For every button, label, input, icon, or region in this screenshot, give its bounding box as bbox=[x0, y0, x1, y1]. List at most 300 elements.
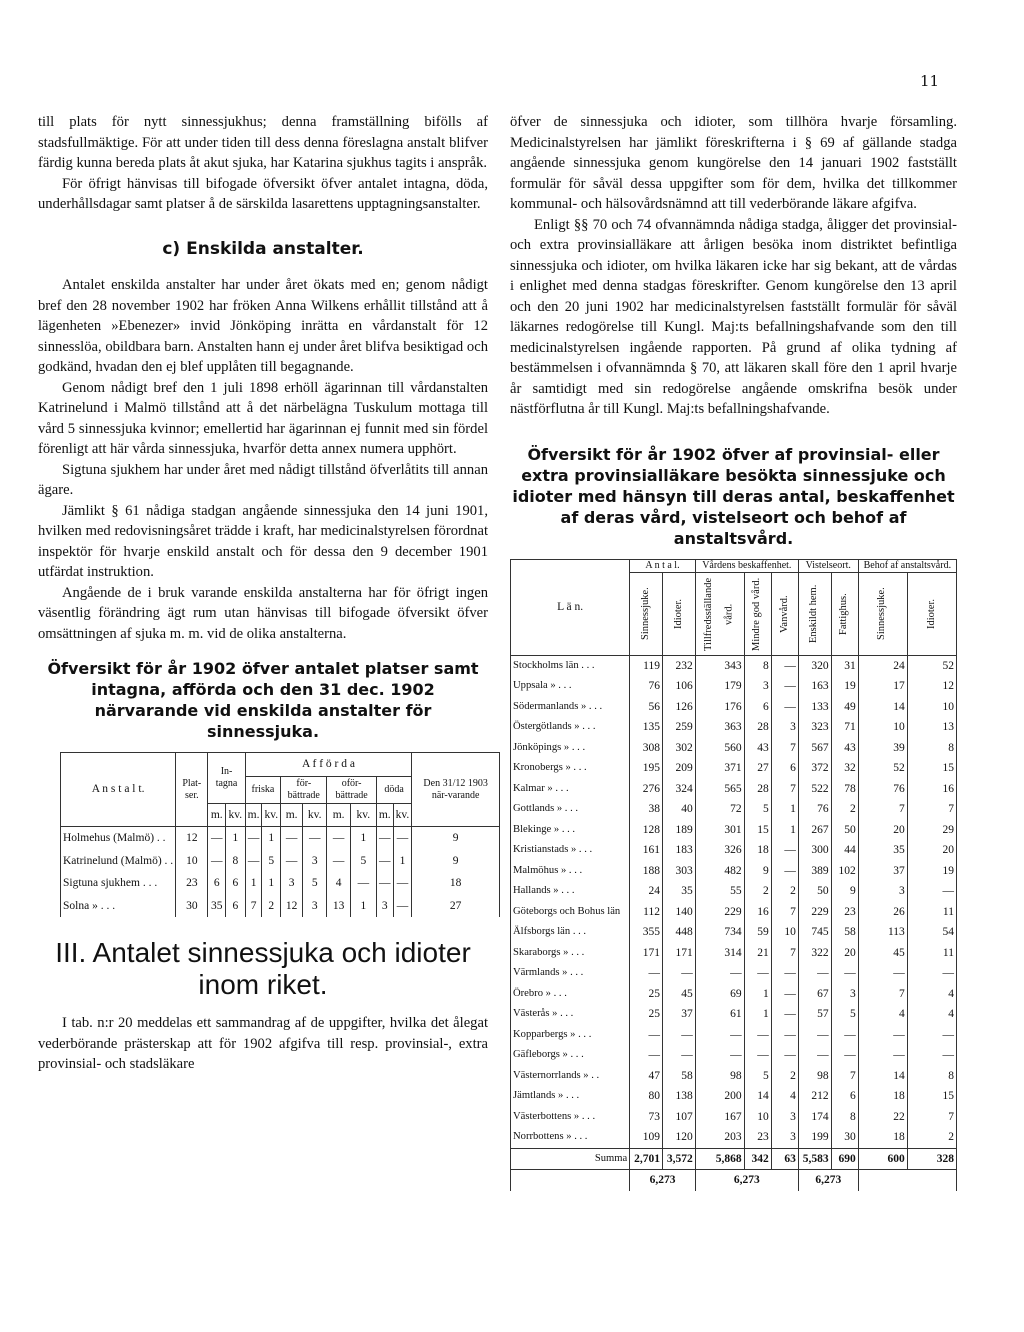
cell: 3 bbox=[376, 895, 393, 918]
sub-header bbox=[663, 572, 696, 655]
cell: — bbox=[798, 1045, 831, 1066]
sub-m: m. bbox=[376, 803, 393, 827]
sum-cell: 5,583 bbox=[798, 1148, 831, 1170]
cell: 10 bbox=[771, 922, 798, 943]
cell: 167 bbox=[695, 1107, 744, 1128]
cell: 39 bbox=[858, 738, 907, 759]
cell: — bbox=[744, 1045, 771, 1066]
row-label: Kristianstads » . . . bbox=[511, 840, 630, 861]
cell: 195 bbox=[630, 758, 663, 779]
cell: 106 bbox=[663, 676, 696, 697]
cell: — bbox=[245, 827, 262, 850]
cell: 6 bbox=[771, 758, 798, 779]
cell: — bbox=[771, 676, 798, 697]
cell: — bbox=[376, 827, 393, 850]
summa-row bbox=[511, 1148, 957, 1170]
col-vardens: Vårdens beskaffenhet. bbox=[695, 559, 798, 572]
cell: — bbox=[744, 1025, 771, 1046]
table-row bbox=[511, 861, 957, 882]
cell: — bbox=[831, 1045, 858, 1066]
paragraph: Antalet enskilda anstalter har under året ökats med en; genom nådigt bref den 28 november 1902 har fröken Anna Wilkens erhållit tillstånd att å lägenheten »Ebenezer» invid Jönköping inrätta en vårdanstalt för 12 sinnesslöa, obildbara barn. Anstalten hann ej under året blifva besiktigad och godkänd, hvadan den ej blef upplåten till begagnande. bbox=[38, 277, 488, 375]
col-friska: friska bbox=[245, 776, 280, 803]
sub-header-label: Vanvård. bbox=[778, 594, 790, 633]
cell: 30 bbox=[176, 895, 208, 918]
cell: 745 bbox=[798, 922, 831, 943]
cell: — bbox=[831, 963, 858, 984]
cell: 3 bbox=[281, 872, 303, 895]
cell: 5 bbox=[262, 850, 281, 873]
cell: 7 bbox=[858, 799, 907, 820]
cell: — bbox=[350, 872, 376, 895]
sub-kv: kv. bbox=[226, 803, 246, 827]
row-label: Sigtuna sjukhem . . . bbox=[61, 872, 176, 895]
cell: — bbox=[907, 1025, 956, 1046]
cell: — bbox=[907, 1045, 956, 1066]
table-row bbox=[61, 872, 500, 895]
cell: 179 bbox=[695, 676, 744, 697]
cell: 300 bbox=[798, 840, 831, 861]
table-row bbox=[511, 758, 957, 779]
cell: 2 bbox=[831, 799, 858, 820]
cell: 1 bbox=[226, 827, 246, 850]
col-intagna: In-tagna bbox=[208, 753, 245, 804]
table2-body bbox=[511, 655, 957, 1191]
row-label: Jönköpings » . . . bbox=[511, 738, 630, 759]
sub-header-label: Idioter. bbox=[672, 598, 684, 629]
row-label: Stockholms län . . . bbox=[511, 655, 630, 676]
cell: — bbox=[907, 881, 956, 902]
cell: 76 bbox=[858, 779, 907, 800]
paragraph: Angående de i bruk varande enskilda anstalterna har för öfrigt ingen väsentlig förändring ägt rum utan hänvisas till bifogade öfversikt öfver omsättningen af sjuka m. m. vid de olika anstalterna. bbox=[38, 584, 488, 642]
cell: 73 bbox=[630, 1107, 663, 1128]
sub-m: m. bbox=[281, 803, 303, 827]
cell: 2 bbox=[771, 881, 798, 902]
sum-cell: 690 bbox=[831, 1148, 858, 1170]
cell: 1 bbox=[350, 827, 376, 850]
table-row bbox=[511, 881, 957, 902]
row-label: Malmöhus » . . . bbox=[511, 861, 630, 882]
cell: 24 bbox=[858, 655, 907, 676]
cell: 171 bbox=[630, 943, 663, 964]
sub-header-label: Mindre god vård. bbox=[751, 576, 763, 651]
cell: 209 bbox=[663, 758, 696, 779]
cell: 67 bbox=[798, 984, 831, 1005]
row-label: Västernorrlands » . . bbox=[511, 1066, 630, 1087]
table-row bbox=[511, 1107, 957, 1128]
cell: 18 bbox=[858, 1127, 907, 1148]
cell: 27 bbox=[744, 758, 771, 779]
cell: 107 bbox=[663, 1107, 696, 1128]
row-label: Älfsborgs län . . . bbox=[511, 922, 630, 943]
row-label: Jämtlands » . . . bbox=[511, 1086, 630, 1107]
cell: — bbox=[771, 1025, 798, 1046]
sub-header bbox=[907, 572, 956, 655]
cell: 3 bbox=[771, 1107, 798, 1128]
cell: 3 bbox=[858, 881, 907, 902]
cell: — bbox=[771, 655, 798, 676]
cell: — bbox=[630, 1045, 663, 1066]
cell: — bbox=[695, 1025, 744, 1046]
cell: — bbox=[327, 827, 350, 850]
cell: 389 bbox=[798, 861, 831, 882]
cell: 52 bbox=[858, 758, 907, 779]
cell: 80 bbox=[630, 1086, 663, 1107]
cell: 128 bbox=[630, 820, 663, 841]
paragraph: Sigtuna sjukhem har under året med nådigt tillstånd öfverlåtits till annan ägare. bbox=[38, 461, 488, 498]
paragraph: I tab. n:r 20 meddelas ett sammandrag af de uppgifter, hvilka det ålegat vederbörande prästerskap att för 1902 afgifva till resp. provinsial-, extra provinsial- och stadsläkare bbox=[38, 1015, 488, 1072]
table-row bbox=[511, 697, 957, 718]
cell: 3 bbox=[771, 1127, 798, 1148]
cell: 7 bbox=[771, 902, 798, 923]
col-antal: A n t a l. bbox=[630, 559, 696, 572]
row-label: Holmehus (Malmö) . . bbox=[61, 827, 176, 850]
cell: 301 bbox=[695, 820, 744, 841]
cell: 323 bbox=[798, 717, 831, 738]
cell: 189 bbox=[663, 820, 696, 841]
cell: 5 bbox=[744, 799, 771, 820]
row-label: Hallands » . . . bbox=[511, 881, 630, 902]
cell: — bbox=[208, 827, 226, 850]
cell: 40 bbox=[663, 799, 696, 820]
cell: 734 bbox=[695, 922, 744, 943]
col-lan: L ä n. bbox=[511, 559, 630, 655]
cell: 7 bbox=[771, 779, 798, 800]
cell: 126 bbox=[663, 697, 696, 718]
cell: 9 bbox=[744, 861, 771, 882]
cell: 15 bbox=[907, 758, 956, 779]
cell: 567 bbox=[798, 738, 831, 759]
cell: — bbox=[245, 850, 262, 873]
cell: — bbox=[663, 963, 696, 984]
sum-cell: 3,572 bbox=[663, 1148, 696, 1170]
cell: 20 bbox=[831, 943, 858, 964]
row-label: Västerås » . . . bbox=[511, 1004, 630, 1025]
table-private-institutions bbox=[60, 752, 500, 917]
cell: — bbox=[630, 1025, 663, 1046]
sub-header-label: Idioter. bbox=[925, 598, 937, 629]
cell: 28 bbox=[744, 779, 771, 800]
right-column bbox=[510, 112, 957, 1191]
cell: 6 bbox=[208, 872, 226, 895]
table-row bbox=[61, 827, 500, 850]
cell: — bbox=[858, 963, 907, 984]
cell: 19 bbox=[831, 676, 858, 697]
cell: 560 bbox=[695, 738, 744, 759]
cell: 2 bbox=[771, 1066, 798, 1087]
cell: 15 bbox=[744, 820, 771, 841]
cell: 355 bbox=[630, 922, 663, 943]
cell: 109 bbox=[630, 1127, 663, 1148]
cell: 174 bbox=[798, 1107, 831, 1128]
cell: 176 bbox=[695, 697, 744, 718]
cell: 259 bbox=[663, 717, 696, 738]
cell: 1 bbox=[393, 850, 412, 873]
cell: 27 bbox=[412, 895, 500, 918]
cell: 113 bbox=[858, 922, 907, 943]
row-label: Värmlands » . . . bbox=[511, 963, 630, 984]
table-row bbox=[61, 850, 500, 873]
sum-cell: 600 bbox=[858, 1148, 907, 1170]
cell: 43 bbox=[831, 738, 858, 759]
cell: 200 bbox=[695, 1086, 744, 1107]
cell: 4 bbox=[907, 1004, 956, 1025]
col-oforbattrade: oför-bättrade bbox=[327, 776, 376, 803]
table-row bbox=[511, 1045, 957, 1066]
table-row bbox=[511, 1127, 957, 1148]
sub-kv: kv. bbox=[393, 803, 412, 827]
sub-header bbox=[630, 572, 663, 655]
cell: — bbox=[327, 850, 350, 873]
cell: 61 bbox=[695, 1004, 744, 1025]
cell: 133 bbox=[798, 697, 831, 718]
cell: — bbox=[281, 827, 303, 850]
cell: — bbox=[798, 1025, 831, 1046]
cell: 10 bbox=[744, 1107, 771, 1128]
sub-header bbox=[858, 572, 907, 655]
sub-header-label: Sinnessjuke. bbox=[876, 587, 888, 640]
cell: 5 bbox=[303, 872, 327, 895]
sum-cell: 63 bbox=[771, 1148, 798, 1170]
sub-m: m. bbox=[208, 803, 226, 827]
cell: 30 bbox=[831, 1127, 858, 1148]
cell: 232 bbox=[663, 655, 696, 676]
cell: 50 bbox=[831, 820, 858, 841]
table-row bbox=[511, 943, 957, 964]
sum-cell: 2,701 bbox=[630, 1148, 663, 1170]
cell: 21 bbox=[744, 943, 771, 964]
cell: 20 bbox=[907, 840, 956, 861]
cell: 23 bbox=[831, 902, 858, 923]
cell: 43 bbox=[744, 738, 771, 759]
cell: 2 bbox=[262, 895, 281, 918]
cell: 17 bbox=[858, 676, 907, 697]
cell: — bbox=[376, 850, 393, 873]
cell: 140 bbox=[663, 902, 696, 923]
row-label: Södermanlands » . . . bbox=[511, 697, 630, 718]
cell: 15 bbox=[907, 1086, 956, 1107]
paragraph: För öfrigt hänvisas till bifogade öfversikt öfver antalet intagna, döda, underhållsdagar samt platser å de särskilda lasarettens upptagningsanstalter. bbox=[38, 175, 488, 212]
cell: 276 bbox=[630, 779, 663, 800]
sub-header-label: Tillfredsställande vård. bbox=[703, 576, 735, 651]
cell: 303 bbox=[663, 861, 696, 882]
cell: 163 bbox=[798, 676, 831, 697]
cell: 10 bbox=[176, 850, 208, 873]
cell: 98 bbox=[695, 1066, 744, 1087]
sub-m: m. bbox=[245, 803, 262, 827]
sub-header-label: Enskildt hem. bbox=[808, 584, 820, 643]
table-row bbox=[511, 840, 957, 861]
cell: 45 bbox=[663, 984, 696, 1005]
cell: 14 bbox=[744, 1086, 771, 1107]
sum-cell: 342 bbox=[744, 1148, 771, 1170]
row-label: Gottlands » . . . bbox=[511, 799, 630, 820]
cell: 102 bbox=[831, 861, 858, 882]
cell: — bbox=[695, 1045, 744, 1066]
cell: 135 bbox=[630, 717, 663, 738]
col-forbattrade: för-bättrade bbox=[281, 776, 327, 803]
cell: — bbox=[695, 963, 744, 984]
cell: — bbox=[208, 850, 226, 873]
cell: 11 bbox=[907, 943, 956, 964]
cell: 4 bbox=[771, 1086, 798, 1107]
cell: 112 bbox=[630, 902, 663, 923]
cell: 7 bbox=[771, 943, 798, 964]
cell: 98 bbox=[798, 1066, 831, 1087]
cell: 308 bbox=[630, 738, 663, 759]
cell: 76 bbox=[798, 799, 831, 820]
cell: 19 bbox=[907, 861, 956, 882]
cell: 171 bbox=[663, 943, 696, 964]
cell: 1 bbox=[771, 820, 798, 841]
cell: 229 bbox=[695, 902, 744, 923]
cell: 302 bbox=[663, 738, 696, 759]
table-row bbox=[511, 655, 957, 676]
cell: 59 bbox=[744, 922, 771, 943]
cell: — bbox=[798, 963, 831, 984]
sub-header bbox=[744, 572, 771, 655]
cell: — bbox=[858, 1025, 907, 1046]
cell: — bbox=[831, 1025, 858, 1046]
cell: 57 bbox=[798, 1004, 831, 1025]
table-row bbox=[511, 963, 957, 984]
total-spacer bbox=[511, 1170, 630, 1191]
table-row bbox=[511, 820, 957, 841]
cell: 6 bbox=[744, 697, 771, 718]
row-label: Skaraborgs » . . . bbox=[511, 943, 630, 964]
cell: 326 bbox=[695, 840, 744, 861]
row-label: Uppsala » . . . bbox=[511, 676, 630, 697]
cell: 44 bbox=[831, 840, 858, 861]
cell: 1 bbox=[744, 984, 771, 1005]
cell: 161 bbox=[630, 840, 663, 861]
cell: 16 bbox=[744, 902, 771, 923]
cell: 119 bbox=[630, 655, 663, 676]
cell: — bbox=[393, 895, 412, 918]
total-varden: 6,273 bbox=[695, 1170, 798, 1191]
cell: 16 bbox=[907, 779, 956, 800]
cell: 1 bbox=[744, 1004, 771, 1025]
cell: 9 bbox=[412, 827, 500, 850]
cell: 324 bbox=[663, 779, 696, 800]
cell: — bbox=[771, 1045, 798, 1066]
cell: 5 bbox=[350, 850, 376, 873]
cell: 3 bbox=[303, 895, 327, 918]
cell: 6 bbox=[226, 895, 246, 918]
sub-kv: kv. bbox=[350, 803, 376, 827]
cell: 2 bbox=[744, 881, 771, 902]
cell: 7 bbox=[907, 1107, 956, 1128]
table-row bbox=[511, 717, 957, 738]
row-label: Norrbottens » . . . bbox=[511, 1127, 630, 1148]
cell: 4 bbox=[327, 872, 350, 895]
table-row bbox=[511, 984, 957, 1005]
table-visited-by-county bbox=[510, 559, 957, 1191]
table-row bbox=[511, 922, 957, 943]
cell: 1 bbox=[262, 872, 281, 895]
cell: 7 bbox=[831, 1066, 858, 1087]
cell: 183 bbox=[663, 840, 696, 861]
cell: — bbox=[771, 984, 798, 1005]
row-label: Gäfleborgs » . . . bbox=[511, 1045, 630, 1066]
cell: 9 bbox=[412, 850, 500, 873]
cell: 5 bbox=[744, 1066, 771, 1087]
table-row bbox=[511, 799, 957, 820]
cell: 14 bbox=[858, 697, 907, 718]
cell: 38 bbox=[630, 799, 663, 820]
cell: 267 bbox=[798, 820, 831, 841]
cell: 24 bbox=[630, 881, 663, 902]
cell: 1 bbox=[771, 799, 798, 820]
left-column bbox=[38, 112, 488, 1075]
row-label: Katrinelund (Malmö) . . bbox=[61, 850, 176, 873]
row-label: Kopparbergs » . . . bbox=[511, 1025, 630, 1046]
section-heading-c: c) Enskilda anstalter. bbox=[162, 238, 364, 259]
col-vistelseort: Vistelseort. bbox=[798, 559, 858, 572]
page-number: 11 bbox=[920, 72, 940, 90]
cell: — bbox=[771, 861, 798, 882]
col-afforda: A f f ö r d a bbox=[245, 753, 412, 777]
cell: 482 bbox=[695, 861, 744, 882]
cell: 13 bbox=[327, 895, 350, 918]
cell: — bbox=[663, 1025, 696, 1046]
cell: 7 bbox=[858, 984, 907, 1005]
table-row bbox=[511, 738, 957, 759]
cell: 29 bbox=[907, 820, 956, 841]
cell: — bbox=[907, 963, 956, 984]
cell: 2 bbox=[907, 1127, 956, 1148]
cell: 28 bbox=[744, 717, 771, 738]
cell: 35 bbox=[858, 840, 907, 861]
cell: 37 bbox=[663, 1004, 696, 1025]
cell: 138 bbox=[663, 1086, 696, 1107]
cell: 314 bbox=[695, 943, 744, 964]
cell: 199 bbox=[798, 1127, 831, 1148]
cell: — bbox=[744, 963, 771, 984]
cell: — bbox=[771, 840, 798, 861]
cell: 13 bbox=[907, 717, 956, 738]
cell: — bbox=[771, 1004, 798, 1025]
cell: 76 bbox=[630, 676, 663, 697]
row-label: Blekinge » . . . bbox=[511, 820, 630, 841]
col-behof: Behof af anstaltsvård. bbox=[858, 559, 956, 572]
cell: 522 bbox=[798, 779, 831, 800]
paragraph: öfver de sinnessjuka och idioter, som tillhöra hvarje församling. Medicinalstyrelsen har jämlikt föreskrifterna i § 69 af gällande stadga angående sinnessjuka genom kungörelse den 14 januari 1902 fastställt formulär för såväl dessa uppgifter som för dem, hvilka det tillkommer kommunal- och hälsovårdsnämnd att till vederbörande läkare afgifva. bbox=[510, 114, 957, 212]
cell: 371 bbox=[695, 758, 744, 779]
cell: 3 bbox=[744, 676, 771, 697]
cell: 18 bbox=[412, 872, 500, 895]
cell: 229 bbox=[798, 902, 831, 923]
col-doda: döda bbox=[376, 776, 411, 803]
col-platser: Plat-ser. bbox=[176, 753, 208, 827]
cell: 23 bbox=[176, 872, 208, 895]
cell: 3 bbox=[303, 850, 327, 873]
cell: 203 bbox=[695, 1127, 744, 1148]
table-row bbox=[511, 1025, 957, 1046]
total-row bbox=[511, 1170, 957, 1191]
cell: 372 bbox=[798, 758, 831, 779]
paragraph: till plats för nytt sinnessjukhus; denna framställning bifölls af stadsfullmäktige. För att under tiden till dess denna föreslagna anstalt blifver färdig kunna bereda plats åt akut sjuka, har Katarina sjukhus tagits i anspråk. bbox=[38, 114, 488, 171]
cell: 6 bbox=[226, 872, 246, 895]
sub-m: m. bbox=[327, 803, 350, 827]
cell: 12 bbox=[176, 827, 208, 850]
sub-header bbox=[695, 572, 744, 655]
row-label: Solna » . . . bbox=[61, 895, 176, 918]
cell: 23 bbox=[744, 1127, 771, 1148]
cell: — bbox=[393, 827, 412, 850]
cell: — bbox=[376, 872, 393, 895]
cell: 188 bbox=[630, 861, 663, 882]
cell: 54 bbox=[907, 922, 956, 943]
